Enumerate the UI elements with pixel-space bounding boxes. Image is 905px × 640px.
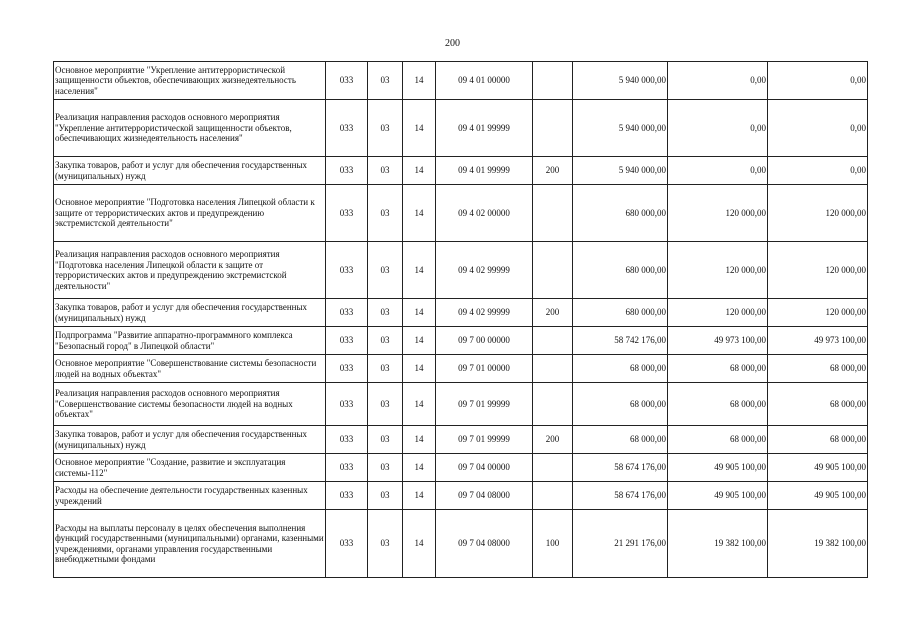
expense-name: Основное мероприятие "Совершенствование системы безопасности людей на водных объектах"	[54, 355, 326, 383]
ministry-code: 033	[326, 100, 368, 157]
table-row	[54, 62, 868, 100]
amount-year-1: 58 674 176,00	[573, 454, 668, 482]
table-row	[54, 157, 868, 185]
amount-year-1: 5 940 000,00	[573, 62, 668, 100]
amount-year-2: 68 000,00	[668, 426, 768, 454]
amount-year-3: 0,00	[768, 157, 868, 185]
amount-year-3: 49 973 100,00	[768, 327, 868, 355]
amount-year-2: 68 000,00	[668, 355, 768, 383]
ministry-code: 033	[326, 355, 368, 383]
ministry-code: 033	[326, 383, 368, 426]
subsection-code: 14	[403, 482, 436, 510]
ministry-code: 033	[326, 510, 368, 578]
subsection-code: 14	[403, 299, 436, 327]
expense-name: Подпрограмма "Развитие аппаратно-программного комплекса "Безопасный город" в Липецкой области"	[54, 327, 326, 355]
target-code: 09 7 01 99999	[436, 383, 533, 426]
expense-type-code	[533, 355, 573, 383]
target-code: 09 7 04 00000	[436, 454, 533, 482]
expense-type-code: 200	[533, 157, 573, 185]
expense-type-code	[533, 482, 573, 510]
target-code: 09 4 01 99999	[436, 157, 533, 185]
amount-year-2: 68 000,00	[668, 383, 768, 426]
subsection-code: 14	[403, 62, 436, 100]
subsection-code: 14	[403, 454, 436, 482]
table-row	[54, 510, 868, 578]
section-code: 03	[368, 454, 403, 482]
amount-year-3: 68 000,00	[768, 383, 868, 426]
section-code: 03	[368, 327, 403, 355]
amount-year-2: 120 000,00	[668, 242, 768, 299]
expense-name: Закупка товаров, работ и услуг для обеспечения государственных (муниципальных) нужд	[54, 157, 326, 185]
table-row	[54, 299, 868, 327]
target-code: 09 7 01 00000	[436, 355, 533, 383]
amount-year-2: 49 973 100,00	[668, 327, 768, 355]
expense-name: Реализация направления расходов основного мероприятия "Укрепление антитеррористической защищенности объектов, обеспечивающих жизнедеятельность населения"	[54, 100, 326, 157]
subsection-code: 14	[403, 383, 436, 426]
table-row	[54, 100, 868, 157]
subsection-code: 14	[403, 185, 436, 242]
amount-year-2: 19 382 100,00	[668, 510, 768, 578]
amount-year-2: 0,00	[668, 62, 768, 100]
target-code: 09 7 00 00000	[436, 327, 533, 355]
amount-year-1: 58 742 176,00	[573, 327, 668, 355]
expense-type-code	[533, 242, 573, 299]
section-code: 03	[368, 482, 403, 510]
expense-name: Реализация направления расходов основного мероприятия "Совершенствование системы безопасности людей на водных объектах"	[54, 383, 326, 426]
section-code: 03	[368, 299, 403, 327]
target-code: 09 4 01 00000	[436, 62, 533, 100]
ministry-code: 033	[326, 157, 368, 185]
amount-year-3: 120 000,00	[768, 185, 868, 242]
expense-type-code	[533, 185, 573, 242]
ministry-code: 033	[326, 299, 368, 327]
amount-year-1: 680 000,00	[573, 242, 668, 299]
ministry-code: 033	[326, 482, 368, 510]
target-code: 09 7 01 99999	[436, 426, 533, 454]
target-code: 09 4 02 99999	[436, 299, 533, 327]
expense-name: Расходы на обеспечение деятельности государственных казенных учреждений	[54, 482, 326, 510]
table-row	[54, 185, 868, 242]
amount-year-3: 49 905 100,00	[768, 454, 868, 482]
expense-type-code	[533, 327, 573, 355]
section-code: 03	[368, 100, 403, 157]
amount-year-1: 680 000,00	[573, 299, 668, 327]
table-row	[54, 454, 868, 482]
amount-year-2: 49 905 100,00	[668, 454, 768, 482]
table-row	[54, 327, 868, 355]
page-number: 200	[445, 38, 460, 49]
expense-type-code: 200	[533, 299, 573, 327]
expense-name: Основное мероприятие "Создание, развитие и эксплуатация системы-112"	[54, 454, 326, 482]
amount-year-1: 21 291 176,00	[573, 510, 668, 578]
expense-type-code	[533, 62, 573, 100]
target-code: 09 7 04 08000	[436, 482, 533, 510]
section-code: 03	[368, 185, 403, 242]
table-row	[54, 426, 868, 454]
amount-year-3: 0,00	[768, 62, 868, 100]
expense-name: Закупка товаров, работ и услуг для обеспечения государственных (муниципальных) нужд	[54, 299, 326, 327]
target-code: 09 7 04 08000	[436, 510, 533, 578]
amount-year-2: 0,00	[668, 157, 768, 185]
amount-year-3: 49 905 100,00	[768, 482, 868, 510]
expense-type-code	[533, 454, 573, 482]
amount-year-3: 120 000,00	[768, 299, 868, 327]
subsection-code: 14	[403, 510, 436, 578]
ministry-code: 033	[326, 62, 368, 100]
expense-type-code: 200	[533, 426, 573, 454]
expense-type-code: 100	[533, 510, 573, 578]
target-code: 09 4 02 99999	[436, 242, 533, 299]
ministry-code: 033	[326, 454, 368, 482]
section-code: 03	[368, 383, 403, 426]
amount-year-1: 680 000,00	[573, 185, 668, 242]
target-code: 09 4 01 99999	[436, 100, 533, 157]
section-code: 03	[368, 157, 403, 185]
expense-type-code	[533, 383, 573, 426]
section-code: 03	[368, 510, 403, 578]
table-row	[54, 482, 868, 510]
amount-year-2: 49 905 100,00	[668, 482, 768, 510]
amount-year-2: 120 000,00	[668, 185, 768, 242]
expense-name: Реализация направления расходов основного мероприятия "Подготовка населения Липецкой области к защите от террористических актов и предупреждению экстремистской деятельности"	[54, 242, 326, 299]
expense-name: Основное мероприятие "Укрепление антитеррористической защищенности объектов, обеспечивающих жизнедеятельность населения"	[54, 62, 326, 100]
ministry-code: 033	[326, 242, 368, 299]
subsection-code: 14	[403, 157, 436, 185]
ministry-code: 033	[326, 185, 368, 242]
subsection-code: 14	[403, 327, 436, 355]
table-row	[54, 242, 868, 299]
subsection-code: 14	[403, 355, 436, 383]
amount-year-2: 120 000,00	[668, 299, 768, 327]
amount-year-1: 58 674 176,00	[573, 482, 668, 510]
section-code: 03	[368, 242, 403, 299]
subsection-code: 14	[403, 426, 436, 454]
expense-name: Закупка товаров, работ и услуг для обеспечения государственных (муниципальных) нужд	[54, 426, 326, 454]
expense-name: Основное мероприятие "Подготовка населения Липецкой области к защите от террористических актов и предупреждению экстремистской деятельности"	[54, 185, 326, 242]
table-body	[54, 62, 868, 578]
section-code: 03	[368, 426, 403, 454]
amount-year-1: 5 940 000,00	[573, 100, 668, 157]
amount-year-1: 68 000,00	[573, 426, 668, 454]
ministry-code: 033	[326, 327, 368, 355]
section-code: 03	[368, 62, 403, 100]
subsection-code: 14	[403, 242, 436, 299]
amount-year-2: 0,00	[668, 100, 768, 157]
amount-year-1: 68 000,00	[573, 355, 668, 383]
table-row	[54, 355, 868, 383]
table-row	[54, 383, 868, 426]
expense-type-code	[533, 100, 573, 157]
amount-year-3: 68 000,00	[768, 426, 868, 454]
expense-name: Расходы на выплаты персоналу в целях обеспечения выполнения функций государственными (муниципальными) органами, казенными учреждениями, органами управления государственными внебюджетными фондами	[54, 510, 326, 578]
amount-year-3: 0,00	[768, 100, 868, 157]
ministry-code: 033	[326, 426, 368, 454]
amount-year-1: 5 940 000,00	[573, 157, 668, 185]
budget-table	[53, 61, 868, 578]
target-code: 09 4 02 00000	[436, 185, 533, 242]
amount-year-3: 19 382 100,00	[768, 510, 868, 578]
section-code: 03	[368, 355, 403, 383]
amount-year-3: 120 000,00	[768, 242, 868, 299]
amount-year-3: 68 000,00	[768, 355, 868, 383]
subsection-code: 14	[403, 100, 436, 157]
amount-year-1: 68 000,00	[573, 383, 668, 426]
